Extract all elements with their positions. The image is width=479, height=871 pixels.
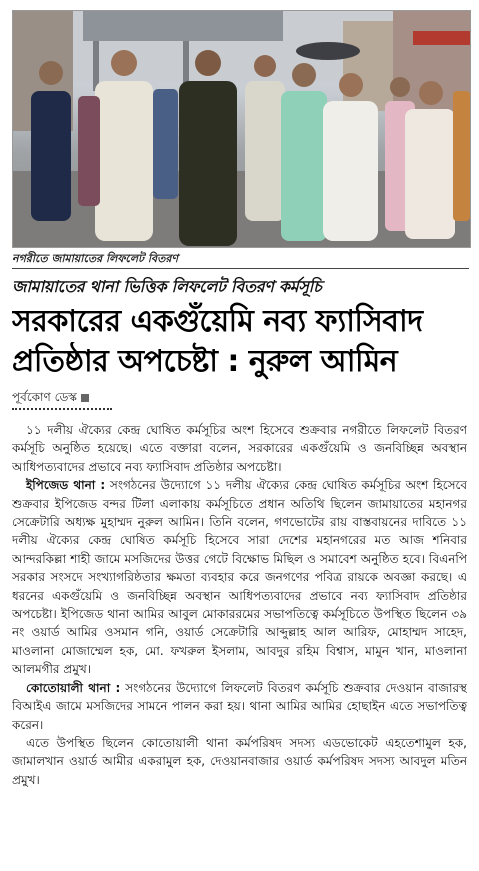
divider bbox=[12, 268, 469, 269]
section-lead: কোতোয়ালী থানা : bbox=[26, 680, 121, 695]
paragraph: এতে উপস্থিত ছিলেন কোতোয়ালী থানা কর্মপরিষদ সদস্য এডভোকেট এহতেশামুল হক, জামালখান ওয়ার্ড আমীর একরামুল হক, দেওয়ানবাজার ওয়ার্ড কর্মপরিষদ সদস্য আবদুল মতিন প্রমুখ। bbox=[12, 735, 467, 787]
article-headline bbox=[12, 302, 469, 382]
byline-text: পূর্বকোণ ডেস্ক bbox=[12, 390, 77, 404]
paragraph bbox=[12, 679, 467, 734]
paragraph: ১১ দলীয় ঐক্যের কেন্দ্র ঘোষিত কর্মসূচির অংশ হিসেবে শুক্রবার নগরীতে লিফলেট বিতরণ কর্মসূচি অনুষ্ঠিত হয়েছে। এতে বক্তারা বলেন, সরকারের একগুঁয়েমি ও জনবিচ্ছিন্ন অবস্থান আধিপত্যবাদের প্রভাবে নব্য ফ্যাসিবাদ প্রতিষ্ঠার অপচেষ্টা। bbox=[12, 423, 467, 474]
dotted-divider bbox=[12, 406, 112, 410]
paragraph-text: সংগঠনের উদ্যোগে লিফলেট বিতরণ কর্মসূচি শুক্রবার দেওয়ান বাজারস্থ বিআইএ জামে মসজিদের সামনে পালন করা হয়। থানা আমির আমির হোছাইন এতে সভাপতিত্ব করেন। bbox=[12, 680, 467, 732]
article-body bbox=[12, 421, 467, 865]
news-photo bbox=[12, 10, 471, 248]
photo-caption: নগরীতে জামায়াতের লিফলেট বিতরণ bbox=[12, 252, 179, 265]
street-rally-photo-image bbox=[13, 11, 470, 247]
square-bullet-icon bbox=[81, 394, 89, 402]
paragraph bbox=[12, 476, 467, 678]
headline-line-1: সরকারের একগুঁয়েমি নব্য ফ্যাসিবাদ bbox=[12, 304, 423, 339]
paragraph-text: সংগঠনের উদ্যোগে ১১ দলীয় ঐক্যের কেন্দ্র ঘোষিত কর্মসূচির অংশ হিসেবে শুক্রবার ইপিজেড বন্দর টিলা এলাকায় কর্মসূচিতে প্রধান অতিথি ছিলেন জামায়াতের মহানগর সেক্রেটারি অধ্যক্ষ মুহাম্মদ নুরুল আমিন। তিনি বলেন, গণভোটের রায় বাস্তবায়নের দাবিতে ১১ দলীয় ঐক্যের কেন্দ্র ঘোষিত কর্মসূচি হিসেবে সারা দেশের মহানগরের মত আজ শনিবার আন্দরকিল্লা শাহী জামে মসজিদের উত্তর গেটে বিক্ষোভ মিছিল ও সমাবেশ অনুষ্ঠিত হবে। বিএনপি সরকার সংসদে সংখ্যাগরিষ্ঠতার ক্ষমতা ব্যবহার করে জনগণের পবিত্র রায়কে অবজ্ঞা করছে। এ ধরনের একগুঁয়েমি ও জনবিচ্ছিন্ন অবস্থান আধিপত্যবাদের প্রভাবে নব্য ফ্যাসিবাদ প্রতিষ্ঠার অপচেষ্টা। ইপিজেড থানা আমির আবুল মোকাররমের সভাপতিত্বে কর্মসূচিতে উপস্থিত ছিলেন ৩৯ নং ওয়ার্ড আমির ওসমান গনি, ওয়ার্ড সেক্রেটারি আব্দুল্লাহ আল আরিফ, মোহাম্মদ সাহেদ, মাওলানা মোজাম্মেল হক, মো. ফখরুল ইসলাম, আবদুর রহিম বিশ্বাস, মামুন খান, মাওলানা আলমগীর প্রমুখ। bbox=[12, 478, 467, 677]
section-lead: ইপিজেড থানা : bbox=[26, 478, 106, 493]
article-kicker: জামায়াতের থানা ভিত্তিক লিফলেট বিতরণ কর্মসূচি bbox=[12, 277, 322, 296]
headline-line-2: প্রতিষ্ঠার অপচেষ্টা : নুরুল আমিন bbox=[12, 344, 398, 379]
